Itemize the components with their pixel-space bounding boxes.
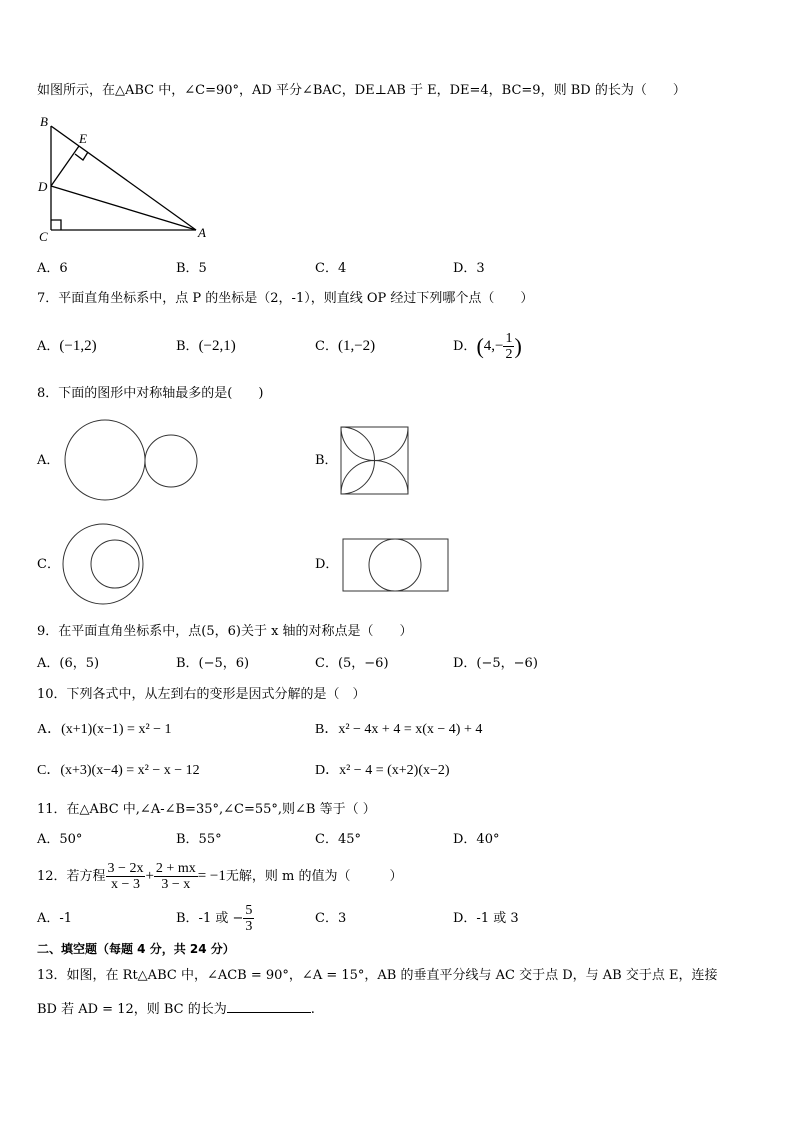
q12-option-d[interactable]: D．-1 或 3 — [453, 911, 519, 926]
figure-b-arcs — [341, 427, 408, 494]
q8-option-b[interactable]: B． — [315, 453, 338, 468]
question-10: 10．下列各式中，从左到右的变形是因式分解的是（ ） — [37, 687, 366, 702]
figure-a-large-circle — [65, 420, 145, 500]
q9-option-d[interactable]: D．(−5，−6) — [453, 656, 538, 671]
q12-option-b-fraction: $\frac{5}{3}$ — [245, 903, 253, 934]
q7-option-b-value: (−2,1) — [198, 338, 236, 354]
question-7: 7．平面直角坐标系中，点 P 的坐标是（2，-1），则直线 OP 经过下列哪个点（ ） — [37, 291, 534, 306]
question-11: 11．在△ABC 中,∠A-∠B=35°,∠C=55°,则∠B 等于（ ） — [37, 802, 376, 817]
q9-option-a[interactable]: A．(6，5) — [37, 656, 100, 671]
q8-option-d[interactable]: D． — [315, 557, 339, 572]
q7-option-a-letter: A． — [37, 339, 60, 354]
q10-option-a[interactable]: A．(x+1)(x−1) = x² − 1 — [37, 722, 172, 737]
q7-option-a-value: (−1,2) — [59, 338, 97, 354]
q7-option-d-letter: D． — [453, 339, 477, 354]
q6-option-d[interactable]: D．3 — [453, 261, 485, 276]
q12-fraction-1: $\frac{3 - 2x}{x - 3}$ — [107, 861, 144, 892]
question-8: 8．下面的图形中对称轴最多的是( ) — [37, 386, 264, 401]
q10-option-c[interactable]: C．(x+3)(x−4) = x² − x − 12 — [37, 763, 200, 778]
q11-option-d[interactable]: D．40° — [453, 832, 500, 847]
label-A: A — [198, 225, 206, 240]
q7-option-c-letter: C． — [315, 339, 338, 354]
q7-option-d-fraction: $\frac{1}{2}$ — [505, 331, 513, 362]
q7-option-b-letter: B． — [176, 339, 199, 354]
q13-answer-blank[interactable] — [227, 1000, 311, 1013]
q12-option-b-prefix: B．-1 或 − — [176, 911, 244, 926]
q12-option-b[interactable] — [176, 899, 254, 939]
q11-option-a[interactable]: A．50° — [37, 832, 83, 847]
question-13-line-1: 13．如图，在 Rt△ABC 中，∠ACB = 90°，∠A = 15°，AB 的垂直平分线与 AC 交于点 D，与 AB 交于点 E，连接 — [37, 968, 718, 983]
q9-option-b[interactable]: B．(−5，6) — [176, 656, 250, 671]
q6-option-c[interactable]: C．4 — [315, 261, 347, 276]
q12-plus: + — [145, 868, 154, 884]
figure-a-small-circle — [145, 435, 197, 487]
q7-option-c-value: (1,−2) — [337, 338, 376, 354]
q10-option-b[interactable]: B．x² − 4x + 4 = x(x − 4) + 4 — [315, 722, 483, 737]
figure-c-inner-circle — [91, 540, 139, 588]
q12-fraction-2: $\frac{2 + mx}{3 - x}$ — [155, 861, 196, 892]
q11-option-c[interactable]: C．45° — [315, 832, 361, 847]
q12-prefix: 12．若方程 — [37, 869, 106, 884]
q13-line2-text: BD 若 AD = 12，则 BC 的长为 — [37, 1002, 227, 1017]
q6-option-a[interactable]: A．6 — [37, 261, 68, 276]
q12-suffix: 无解，则 m 的值为（ ） — [225, 869, 403, 884]
label-B: B — [40, 114, 48, 129]
figure-d-circle — [369, 539, 421, 591]
label-C: C — [39, 229, 48, 244]
figure-d-rectangle — [343, 539, 448, 591]
q7-option-d-prefix: 4,− — [483, 338, 504, 354]
q11-option-b[interactable]: B．55° — [176, 832, 222, 847]
label-D: D — [38, 179, 48, 194]
q6-option-b[interactable]: B．5 — [176, 261, 207, 276]
q12-option-a[interactable]: A．-1 — [37, 911, 73, 926]
label-E: E — [79, 131, 87, 146]
q7-option-d[interactable]: D．(4,− $\frac{1}{2}$ ) — [453, 331, 522, 362]
q10-option-d[interactable]: D．x² − 4 = (x+2)(x−2) — [315, 763, 450, 778]
question-12 — [37, 856, 402, 897]
q12-rhs: = −1 — [197, 868, 226, 884]
question-13-line-2 — [37, 1000, 315, 1018]
question-9: 9．在平面直角坐标系中，点(5，6)关于 x 轴的对称点是（ ） — [37, 624, 413, 639]
q12-option-c[interactable]: C．3 — [315, 911, 347, 926]
q8-option-c[interactable]: C． — [37, 557, 60, 572]
question-6-text: 如图所示，在△ABC 中，∠C=90°，AD 平分∠BAC，DE⊥AB 于 E，DE=4，BC=9，则 BD 的长为（ ） — [37, 83, 686, 98]
q8-option-a[interactable]: A． — [37, 453, 60, 468]
q13-line2-end: . — [310, 1002, 315, 1017]
section-2-heading: 二、填空题（每题 4 分，共 24 分） — [37, 942, 235, 956]
q9-option-c[interactable]: C．(5，−6) — [315, 656, 389, 671]
figure-c-outer-circle — [63, 524, 143, 604]
